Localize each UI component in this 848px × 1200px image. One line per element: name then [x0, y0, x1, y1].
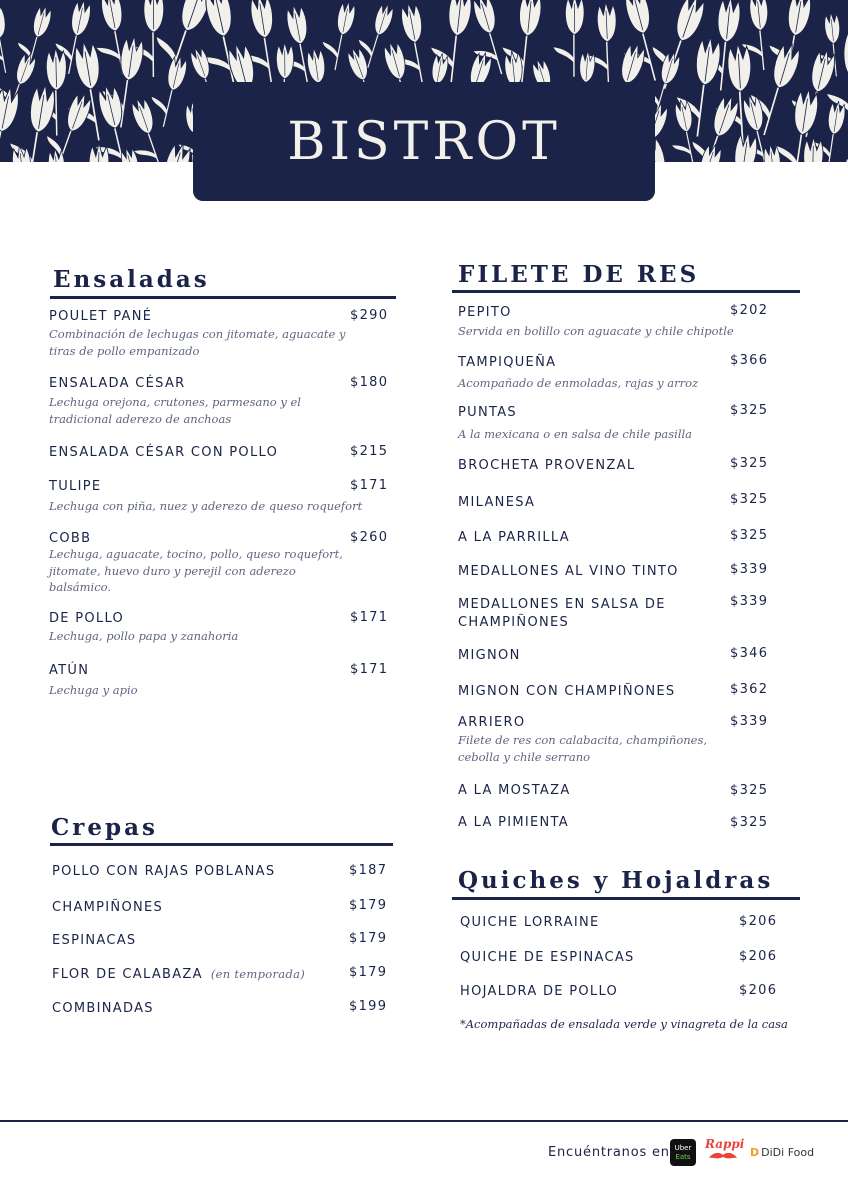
- menu-item-name: QUICHE DE ESPINACAS: [460, 950, 635, 965]
- section-title-crepas: Crepas: [51, 814, 158, 841]
- menu-item-desc: Lechuga, aguacate, tocino, pollo, queso roquefort, jitomate, huevo duro y perejil con aderezo balsámico.: [49, 547, 343, 594]
- menu-item-price: $187: [349, 863, 388, 878]
- menu-item-price: $325: [730, 528, 769, 543]
- menu-item-name: MEDALLONES AL VINO TINTO: [458, 564, 679, 579]
- menu-item-desc: A la mexicana o en salsa de chile pasilla: [458, 427, 693, 441]
- menu-item-name-text: FLOR DE CALABAZA: [52, 967, 203, 982]
- menu-item-name: ENSALADA CÉSAR: [49, 376, 186, 391]
- menu-item-name: MIGNON: [458, 648, 521, 663]
- section-rule-quiches: [452, 897, 800, 900]
- menu-item-price: $206: [739, 983, 778, 998]
- uber-eats-logo[interactable]: [670, 1139, 696, 1166]
- menu-item-name: ESPINACAS: [52, 933, 137, 948]
- menu-item-desc: Acompañado de enmoladas, rajas y arroz: [458, 376, 699, 390]
- menu-item-price: $206: [739, 949, 778, 964]
- menu-item-name: COMBINADAS: [52, 1001, 154, 1016]
- menu-item-price: $325: [730, 783, 769, 798]
- section-title-filete: FILETE DE RES: [458, 261, 700, 288]
- menu-item-desc: Lechuga orejona, crutones, parmesano y el tradicional aderezo de anchoas: [49, 395, 301, 426]
- menu-item-desc: Lechuga y apio: [49, 683, 138, 697]
- menu-item-price: $179: [349, 898, 388, 913]
- menu-item-price: $339: [730, 714, 769, 729]
- menu-item-name: A LA PIMIENTA: [458, 815, 569, 830]
- rappi-logo-text: Rappi: [705, 1137, 745, 1151]
- didi-logo-text: DiDi Food: [761, 1146, 815, 1159]
- menu-item-name: MIGNON CON CHAMPIÑONES: [458, 684, 676, 699]
- menu-item-price: $179: [349, 965, 388, 980]
- menu-item-name: POLLO CON RAJAS POBLANAS: [52, 864, 276, 879]
- menu-item-name: BROCHETA PROVENZAL: [458, 458, 636, 473]
- menu-item-name: MILANESA: [458, 495, 536, 510]
- quiches-note: *Acompañadas de ensalada verde y vinagreta de la casa: [460, 1017, 788, 1031]
- didi-logo-mark: D: [750, 1146, 760, 1159]
- section-rule-ensaladas: [50, 296, 396, 299]
- menu-item-price: $325: [730, 403, 769, 418]
- menu-item-name: HOJALDRA DE POLLO: [460, 984, 619, 999]
- eats-logo-text: Eats: [675, 1152, 691, 1161]
- menu-item-desc: Filete de res con calabacita, champiñones, cebolla y chile serrano: [458, 733, 708, 764]
- didi-food-logo[interactable]: [750, 1146, 814, 1159]
- menu-item-price: $199: [349, 999, 388, 1014]
- menu-item-name: COBB: [49, 531, 92, 546]
- menu-item-price: $339: [730, 594, 769, 609]
- menu-item-name: ARRIERO: [458, 715, 526, 730]
- season-note: (en temporada): [210, 967, 306, 981]
- menu-item-name: PUNTAS: [458, 405, 517, 420]
- menu-item-price: $215: [350, 444, 389, 459]
- mustache-icon: [708, 1152, 738, 1162]
- menu-item-name: ENSALADA CÉSAR CON POLLO: [49, 445, 279, 460]
- section-title-ensaladas: Ensaladas: [53, 266, 210, 293]
- menu-item-name: DE POLLO: [49, 611, 125, 626]
- menu-item-price: $171: [350, 478, 389, 493]
- menu-item-price: $325: [730, 815, 769, 830]
- menu-item-name: MEDALLONES EN SALSA DE CHAMPIÑONES: [458, 597, 666, 630]
- menu-item-name: A LA PARRILLA: [458, 530, 570, 545]
- menu-item-price: $202: [730, 303, 769, 318]
- menu-item-name: TAMPIQUEÑA: [458, 355, 557, 370]
- menu-item-name: A LA MOSTAZA: [458, 783, 571, 798]
- footer-rule: [0, 1120, 848, 1122]
- menu-item-name: ATÚN: [49, 663, 90, 678]
- menu-item-name: TULIPE: [49, 479, 102, 494]
- rappi-logo[interactable]: [705, 1137, 745, 1169]
- menu-item-name: CHAMPIÑONES: [52, 900, 164, 915]
- menu-item-name: QUICHE LORRAINE: [460, 915, 600, 930]
- footer-label: Encuéntranos en: [548, 1145, 670, 1160]
- tulip-icon: [75, 143, 109, 162]
- menu-item-price: $325: [730, 456, 769, 471]
- menu-item-price: $325: [730, 492, 769, 507]
- menu-item-desc: Lechuga, pollo papa y zanahoria: [49, 629, 239, 643]
- menu-item-price: $362: [730, 682, 769, 697]
- menu-item-price: $339: [730, 562, 769, 577]
- menu-item-name: PEPITO: [458, 305, 512, 320]
- menu-item-price: $206: [739, 914, 778, 929]
- uber-logo-text: Uber: [674, 1143, 692, 1152]
- tulip-icon: [835, 154, 848, 162]
- menu-item-price: $260: [350, 530, 389, 545]
- menu-item-price: $366: [730, 353, 769, 368]
- section-rule-filete: [452, 290, 800, 293]
- menu-item-price: $180: [350, 375, 389, 390]
- restaurant-title: BISTROT: [287, 111, 561, 172]
- tulip-icon: [663, 98, 701, 162]
- section-title-quiches: Quiches y Hojaldras: [458, 867, 774, 894]
- section-rule-crepas: [50, 843, 393, 846]
- menu-item-desc: Servida en bolillo con aguacate y chile chipotle: [458, 324, 734, 338]
- menu-item-price: $179: [349, 931, 388, 946]
- menu-item-desc: Combinación de lechugas con jitomate, aguacate y tiras de pollo empanizado: [49, 327, 346, 358]
- menu-item-price: $346: [730, 646, 769, 661]
- menu-item-price: $171: [350, 610, 389, 625]
- tulip-icon: [641, 0, 708, 93]
- menu-item-price: $290: [350, 308, 389, 323]
- menu-item-desc: Lechuga con piña, nuez y aderezo de queso roquefort: [49, 499, 363, 513]
- menu-item-price: $171: [350, 662, 389, 677]
- menu-item-name: POULET PANÉ: [49, 309, 153, 324]
- title-box: [193, 82, 655, 201]
- menu-item-name: [52, 967, 305, 982]
- tulip-icon: [0, 4, 14, 76]
